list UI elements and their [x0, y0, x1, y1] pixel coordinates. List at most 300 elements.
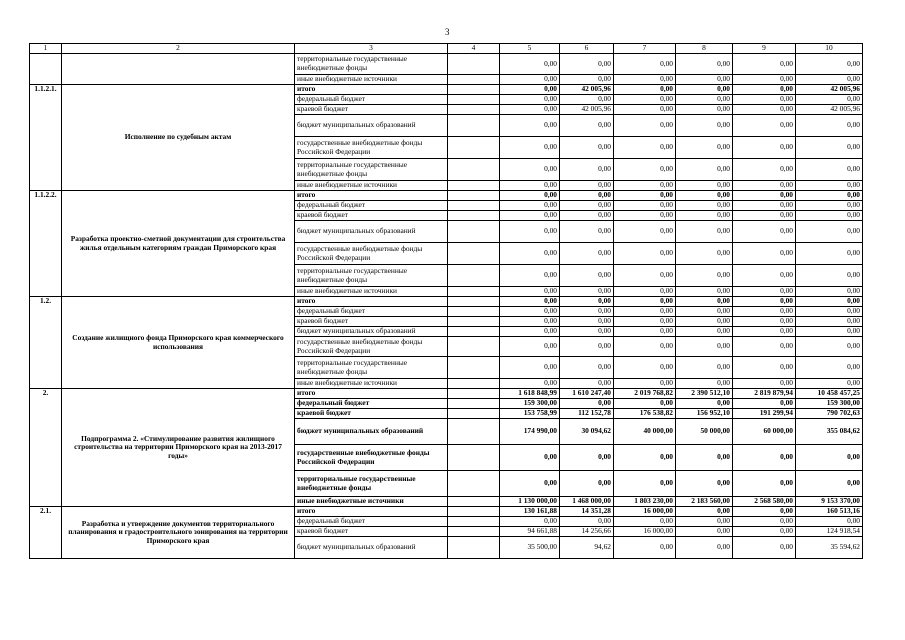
- amount-cell: 0,00: [614, 115, 676, 137]
- amount-cell: 0,00: [500, 337, 560, 357]
- amount-cell: 0,00: [733, 307, 796, 317]
- amount-cell: 0,00: [796, 297, 863, 307]
- amount-cell: 0,00: [614, 379, 676, 389]
- funding-source-cell: краевой бюджет: [295, 409, 448, 419]
- amount-cell: 159 300,00: [500, 399, 560, 409]
- amount-cell: 0,00: [733, 85, 796, 95]
- amount-cell: [448, 243, 500, 265]
- amount-cell: 0,00: [614, 445, 676, 471]
- amount-cell: 0,00: [500, 445, 560, 471]
- amount-cell: 0,00: [733, 265, 796, 287]
- amount-cell: 2 568 580,00: [733, 497, 796, 507]
- amount-cell: 0,00: [796, 221, 863, 243]
- amount-cell: 0,00: [614, 287, 676, 297]
- amount-cell: 0,00: [614, 243, 676, 265]
- amount-cell: 0,00: [796, 471, 863, 497]
- amount-cell: 0,00: [500, 243, 560, 265]
- funding-source-cell: бюджет муниципальных образований: [295, 115, 448, 137]
- funding-source-cell: федеральный бюджет: [295, 399, 448, 409]
- funding-source-cell: федеральный бюджет: [295, 517, 448, 527]
- amount-cell: [448, 221, 500, 243]
- amount-cell: 0,00: [733, 75, 796, 85]
- amount-cell: 0,00: [676, 297, 733, 307]
- item-name-cell: Создание жилищного фонда Приморского края коммерческого использования: [62, 297, 295, 389]
- amount-cell: 0,00: [500, 105, 560, 115]
- funding-source-cell: краевой бюджет: [295, 105, 448, 115]
- amount-cell: 0,00: [560, 399, 614, 409]
- amount-cell: 16 000,00: [614, 527, 676, 537]
- amount-cell: 0,00: [733, 337, 796, 357]
- amount-cell: 35 594,62: [796, 537, 863, 559]
- table-row: [30, 389, 863, 399]
- amount-cell: 0,00: [500, 137, 560, 159]
- column-number-cell: 9: [733, 44, 796, 54]
- item-name-cell: Исполнение по судебным актам: [62, 85, 295, 191]
- amount-cell: 0,00: [500, 211, 560, 221]
- amount-cell: 0,00: [796, 201, 863, 211]
- amount-cell: 0,00: [614, 221, 676, 243]
- funding-source-cell: бюджет муниципальных образований: [295, 221, 448, 243]
- amount-cell: [448, 337, 500, 357]
- funding-source-cell: федеральный бюджет: [295, 307, 448, 317]
- amount-cell: 14 256,66: [560, 527, 614, 537]
- amount-cell: 0,00: [560, 115, 614, 137]
- amount-cell: [448, 191, 500, 201]
- amount-cell: 60 000,00: [733, 419, 796, 445]
- amount-cell: 0,00: [733, 445, 796, 471]
- amount-cell: 0,00: [614, 399, 676, 409]
- amount-cell: [448, 517, 500, 527]
- funding-source-cell: территориальные государственные внебюджетные фонды: [295, 357, 448, 379]
- funding-source-cell: территориальные государственные внебюджетные фонды: [295, 54, 448, 75]
- funding-source-cell: итого: [295, 297, 448, 307]
- funding-source-cell: иные внебюджетные источники: [295, 287, 448, 297]
- amount-cell: 0,00: [796, 327, 863, 337]
- item-name-cell: Разработка проектно-сметной документации для строительства жилья отдельным категориям граждан Приморского края: [62, 191, 295, 297]
- amount-cell: 0,00: [676, 527, 733, 537]
- amount-cell: 0,00: [676, 537, 733, 559]
- amount-cell: 0,00: [733, 159, 796, 181]
- amount-cell: 0,00: [560, 201, 614, 211]
- amount-cell: 0,00: [614, 211, 676, 221]
- amount-cell: 0,00: [676, 95, 733, 105]
- amount-cell: [448, 389, 500, 399]
- funding-source-cell: бюджет муниципальных образований: [295, 419, 448, 445]
- amount-cell: 0,00: [676, 317, 733, 327]
- budget-table: [29, 43, 863, 559]
- amount-cell: 0,00: [733, 317, 796, 327]
- amount-cell: 0,00: [676, 54, 733, 75]
- amount-cell: 1 610 247,40: [560, 389, 614, 399]
- amount-cell: 0,00: [676, 399, 733, 409]
- amount-cell: 0,00: [676, 243, 733, 265]
- amount-cell: 0,00: [796, 287, 863, 297]
- amount-cell: 0,00: [614, 75, 676, 85]
- amount-cell: 0,00: [676, 471, 733, 497]
- amount-cell: [448, 54, 500, 75]
- table-row: [30, 54, 863, 75]
- amount-cell: 0,00: [614, 105, 676, 115]
- amount-cell: 0,00: [676, 181, 733, 191]
- amount-cell: [448, 357, 500, 379]
- amount-cell: [448, 201, 500, 211]
- column-number-cell: 4: [448, 44, 500, 54]
- amount-cell: 0,00: [560, 337, 614, 357]
- amount-cell: 0,00: [560, 54, 614, 75]
- budget-table-body: [30, 44, 863, 559]
- page-number: 3: [445, 27, 450, 37]
- amount-cell: 0,00: [500, 471, 560, 497]
- amount-cell: 355 084,62: [796, 419, 863, 445]
- amount-cell: 0,00: [676, 115, 733, 137]
- funding-source-cell: государственные внебюджетные фонды Российской Федерации: [295, 445, 448, 471]
- amount-cell: [448, 379, 500, 389]
- amount-cell: 30 094,62: [560, 419, 614, 445]
- amount-cell: 0,00: [676, 105, 733, 115]
- amount-cell: 790 702,63: [796, 409, 863, 419]
- column-number-cell: 2: [62, 44, 295, 54]
- amount-cell: 0,00: [796, 115, 863, 137]
- amount-cell: 0,00: [676, 327, 733, 337]
- table-row: [30, 191, 863, 201]
- item-name-cell: Разработка и утверждение документов территориального планирования и градостроительного зонирования на территории Приморского края: [62, 507, 295, 559]
- amount-cell: 14 351,28: [560, 507, 614, 517]
- amount-cell: [448, 115, 500, 137]
- table-row: [30, 507, 863, 517]
- amount-cell: 0,00: [796, 337, 863, 357]
- funding-source-cell: бюджет муниципальных образований: [295, 537, 448, 559]
- column-number-cell: 6: [560, 44, 614, 54]
- amount-cell: 153 758,99: [500, 409, 560, 419]
- amount-cell: 35 500,00: [500, 537, 560, 559]
- amount-cell: 0,00: [733, 201, 796, 211]
- amount-cell: [448, 75, 500, 85]
- amount-cell: 0,00: [733, 221, 796, 243]
- amount-cell: 124 918,54: [796, 527, 863, 537]
- amount-cell: 0,00: [560, 287, 614, 297]
- amount-cell: [448, 85, 500, 95]
- amount-cell: 0,00: [614, 337, 676, 357]
- amount-cell: 0,00: [796, 181, 863, 191]
- funding-source-cell: итого: [295, 389, 448, 399]
- amount-cell: 0,00: [500, 327, 560, 337]
- table-row: [30, 85, 863, 95]
- amount-cell: 0,00: [796, 191, 863, 201]
- amount-cell: 0,00: [676, 337, 733, 357]
- amount-cell: 0,00: [733, 471, 796, 497]
- amount-cell: 0,00: [796, 159, 863, 181]
- amount-cell: 0,00: [500, 297, 560, 307]
- amount-cell: [448, 105, 500, 115]
- amount-cell: 0,00: [500, 221, 560, 243]
- funding-source-cell: итого: [295, 85, 448, 95]
- amount-cell: 0,00: [500, 191, 560, 201]
- amount-cell: [448, 265, 500, 287]
- funding-source-cell: итого: [295, 191, 448, 201]
- funding-source-cell: государственные внебюджетные фонды Российской Федерации: [295, 137, 448, 159]
- amount-cell: 0,00: [560, 75, 614, 85]
- amount-cell: 0,00: [560, 471, 614, 497]
- amount-cell: 0,00: [676, 85, 733, 95]
- amount-cell: 0,00: [733, 181, 796, 191]
- amount-cell: 0,00: [500, 75, 560, 85]
- amount-cell: [448, 159, 500, 181]
- amount-cell: 0,00: [796, 517, 863, 527]
- amount-cell: 42 005,96: [796, 105, 863, 115]
- amount-cell: 0,00: [676, 211, 733, 221]
- column-number-cell: 5: [500, 44, 560, 54]
- item-name-cell: [62, 54, 295, 85]
- amount-cell: 0,00: [733, 517, 796, 527]
- amount-cell: 0,00: [614, 471, 676, 497]
- funding-source-cell: иные внебюджетные источники: [295, 497, 448, 507]
- amount-cell: 0,00: [796, 75, 863, 85]
- amount-cell: 1 803 230,00: [614, 497, 676, 507]
- funding-source-cell: краевой бюджет: [295, 317, 448, 327]
- amount-cell: 0,00: [560, 517, 614, 527]
- amount-cell: 0,00: [676, 357, 733, 379]
- amount-cell: 0,00: [676, 75, 733, 85]
- amount-cell: 0,00: [796, 307, 863, 317]
- amount-cell: 0,00: [560, 307, 614, 317]
- amount-cell: 0,00: [676, 307, 733, 317]
- amount-cell: 0,00: [733, 95, 796, 105]
- amount-cell: 112 152,78: [560, 409, 614, 419]
- amount-cell: 0,00: [796, 54, 863, 75]
- amount-cell: 0,00: [676, 191, 733, 201]
- amount-cell: 0,00: [500, 379, 560, 389]
- amount-cell: 2 390 512,10: [676, 389, 733, 399]
- amount-cell: 0,00: [733, 527, 796, 537]
- amount-cell: 0,00: [676, 159, 733, 181]
- amount-cell: 0,00: [733, 54, 796, 75]
- amount-cell: 0,00: [796, 379, 863, 389]
- amount-cell: 0,00: [500, 265, 560, 287]
- amount-cell: 0,00: [500, 517, 560, 527]
- amount-cell: 1 130 000,00: [500, 497, 560, 507]
- amount-cell: 0,00: [614, 537, 676, 559]
- funding-source-cell: федеральный бюджет: [295, 95, 448, 105]
- amount-cell: 0,00: [560, 357, 614, 379]
- amount-cell: 10 458 457,25: [796, 389, 863, 399]
- amount-cell: [448, 419, 500, 445]
- column-number-cell: 3: [295, 44, 448, 54]
- amount-cell: [448, 507, 500, 517]
- amount-cell: 0,00: [500, 317, 560, 327]
- amount-cell: [448, 409, 500, 419]
- amount-cell: 0,00: [614, 85, 676, 95]
- amount-cell: 16 000,00: [614, 507, 676, 517]
- amount-cell: [448, 471, 500, 497]
- amount-cell: 2 819 879,94: [733, 389, 796, 399]
- amount-cell: [448, 297, 500, 307]
- amount-cell: 0,00: [560, 221, 614, 243]
- amount-cell: 0,00: [796, 137, 863, 159]
- amount-cell: 9 153 370,00: [796, 497, 863, 507]
- amount-cell: 0,00: [560, 379, 614, 389]
- column-number-row: [30, 44, 863, 54]
- amount-cell: 0,00: [560, 191, 614, 201]
- amount-cell: 160 513,16: [796, 507, 863, 517]
- column-number-cell: 7: [614, 44, 676, 54]
- amount-cell: 0,00: [560, 317, 614, 327]
- amount-cell: 0,00: [676, 379, 733, 389]
- amount-cell: [448, 497, 500, 507]
- amount-cell: 0,00: [560, 211, 614, 221]
- amount-cell: 0,00: [614, 201, 676, 211]
- item-number-cell: [30, 54, 62, 85]
- amount-cell: 0,00: [614, 265, 676, 287]
- amount-cell: 0,00: [614, 191, 676, 201]
- amount-cell: 0,00: [560, 445, 614, 471]
- amount-cell: 0,00: [733, 379, 796, 389]
- amount-cell: 0,00: [614, 181, 676, 191]
- amount-cell: [448, 181, 500, 191]
- amount-cell: 42 005,96: [560, 85, 614, 95]
- amount-cell: 0,00: [733, 507, 796, 517]
- amount-cell: 42 005,96: [796, 85, 863, 95]
- amount-cell: 0,00: [560, 327, 614, 337]
- amount-cell: 0,00: [560, 181, 614, 191]
- amount-cell: 0,00: [676, 507, 733, 517]
- funding-source-cell: территориальные государственные внебюджетные фонды: [295, 265, 448, 287]
- amount-cell: 0,00: [796, 445, 863, 471]
- amount-cell: 0,00: [796, 95, 863, 105]
- funding-source-cell: иные внебюджетные источники: [295, 379, 448, 389]
- amount-cell: 0,00: [560, 297, 614, 307]
- amount-cell: 0,00: [614, 54, 676, 75]
- funding-source-cell: иные внебюджетные источники: [295, 75, 448, 85]
- amount-cell: [448, 537, 500, 559]
- amount-cell: 0,00: [796, 243, 863, 265]
- amount-cell: 0,00: [500, 115, 560, 137]
- amount-cell: 0,00: [733, 211, 796, 221]
- amount-cell: 94 661,88: [500, 527, 560, 537]
- funding-source-cell: государственные внебюджетные фонды Российской Федерации: [295, 243, 448, 265]
- amount-cell: 0,00: [500, 85, 560, 95]
- amount-cell: 130 161,88: [500, 507, 560, 517]
- amount-cell: 2 183 560,00: [676, 497, 733, 507]
- amount-cell: 0,00: [733, 191, 796, 201]
- item-number-cell: 1.1.2.2.: [30, 191, 62, 297]
- amount-cell: [448, 445, 500, 471]
- column-number-cell: 10: [796, 44, 863, 54]
- funding-source-cell: бюджет муниципальных образований: [295, 327, 448, 337]
- amount-cell: 0,00: [676, 265, 733, 287]
- amount-cell: 0,00: [560, 95, 614, 105]
- funding-source-cell: итого: [295, 507, 448, 517]
- column-number-cell: 8: [676, 44, 733, 54]
- amount-cell: 50 000,00: [676, 419, 733, 445]
- amount-cell: 0,00: [733, 137, 796, 159]
- amount-cell: 0,00: [560, 137, 614, 159]
- funding-source-cell: федеральный бюджет: [295, 201, 448, 211]
- amount-cell: 174 990,00: [500, 419, 560, 445]
- amount-cell: [448, 527, 500, 537]
- amount-cell: 0,00: [614, 317, 676, 327]
- amount-cell: [448, 399, 500, 409]
- amount-cell: 191 299,94: [733, 409, 796, 419]
- amount-cell: 0,00: [614, 137, 676, 159]
- amount-cell: 40 000,00: [614, 419, 676, 445]
- amount-cell: 1 468 000,00: [560, 497, 614, 507]
- amount-cell: 0,00: [614, 95, 676, 105]
- item-number-cell: 2.: [30, 389, 62, 507]
- amount-cell: 0,00: [614, 307, 676, 317]
- table-row: [30, 297, 863, 307]
- amount-cell: 156 952,10: [676, 409, 733, 419]
- amount-cell: 0,00: [500, 54, 560, 75]
- amount-cell: 0,00: [614, 159, 676, 181]
- amount-cell: 0,00: [500, 181, 560, 191]
- funding-source-cell: краевой бюджет: [295, 211, 448, 221]
- funding-source-cell: иные внебюджетные источники: [295, 181, 448, 191]
- amount-cell: 0,00: [733, 327, 796, 337]
- item-number-cell: 1.1.2.1.: [30, 85, 62, 191]
- item-number-cell: 2.1.: [30, 507, 62, 559]
- item-number-cell: 1.2.: [30, 297, 62, 389]
- amount-cell: 0,00: [733, 297, 796, 307]
- amount-cell: 42 005,96: [560, 105, 614, 115]
- amount-cell: 0,00: [614, 517, 676, 527]
- amount-cell: [448, 317, 500, 327]
- amount-cell: [448, 137, 500, 159]
- amount-cell: 0,00: [500, 287, 560, 297]
- amount-cell: 0,00: [796, 357, 863, 379]
- amount-cell: 0,00: [500, 357, 560, 379]
- item-name-cell: Подпрограмма 2. «Стимулирование развития жилищного строительства на территории Приморского края на 2013-2017 годы»: [62, 389, 295, 507]
- amount-cell: 0,00: [676, 221, 733, 243]
- amount-cell: 0,00: [676, 517, 733, 527]
- amount-cell: 0,00: [614, 357, 676, 379]
- amount-cell: 0,00: [676, 445, 733, 471]
- funding-source-cell: краевой бюджет: [295, 527, 448, 537]
- amount-cell: 0,00: [500, 201, 560, 211]
- funding-source-cell: государственные внебюджетные фонды Российской Федерации: [295, 337, 448, 357]
- amount-cell: 0,00: [796, 265, 863, 287]
- amount-cell: 0,00: [560, 159, 614, 181]
- amount-cell: 0,00: [733, 537, 796, 559]
- amount-cell: 0,00: [614, 297, 676, 307]
- amount-cell: 0,00: [500, 159, 560, 181]
- amount-cell: [448, 327, 500, 337]
- funding-source-cell: территориальные государственные внебюджетные фонды: [295, 159, 448, 181]
- amount-cell: 0,00: [733, 115, 796, 137]
- amount-cell: 0,00: [560, 243, 614, 265]
- amount-cell: [448, 95, 500, 105]
- amount-cell: 0,00: [676, 137, 733, 159]
- amount-cell: 159 300,00: [796, 399, 863, 409]
- amount-cell: 1 618 848,99: [500, 389, 560, 399]
- amount-cell: 0,00: [733, 243, 796, 265]
- amount-cell: 2 019 768,82: [614, 389, 676, 399]
- amount-cell: 94,62: [560, 537, 614, 559]
- amount-cell: 0,00: [676, 201, 733, 211]
- amount-cell: 0,00: [733, 357, 796, 379]
- amount-cell: 0,00: [676, 287, 733, 297]
- amount-cell: 0,00: [614, 327, 676, 337]
- amount-cell: 0,00: [733, 399, 796, 409]
- amount-cell: 0,00: [500, 307, 560, 317]
- amount-cell: [448, 307, 500, 317]
- amount-cell: 0,00: [796, 211, 863, 221]
- amount-cell: 0,00: [796, 317, 863, 327]
- amount-cell: [448, 211, 500, 221]
- amount-cell: [448, 287, 500, 297]
- amount-cell: 0,00: [733, 105, 796, 115]
- column-number-cell: 1: [30, 44, 62, 54]
- amount-cell: 0,00: [500, 95, 560, 105]
